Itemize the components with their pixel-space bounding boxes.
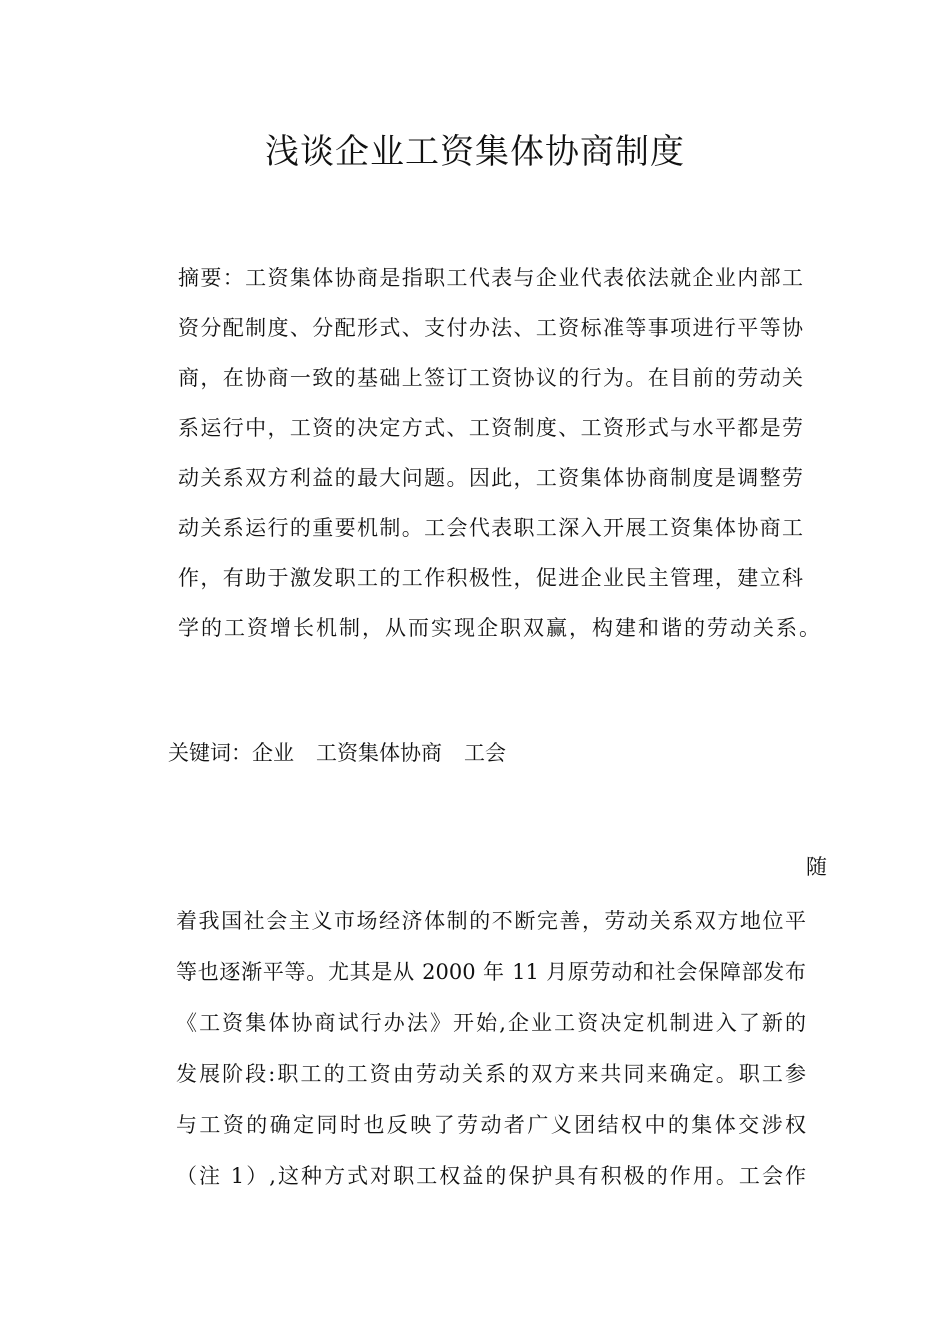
keyword: 工会	[464, 741, 506, 765]
keyword: 工资集体协商	[316, 741, 442, 765]
abstract-line: 学的工资增长机制，从而实现企职双赢，构建和谐的劳动关系。	[178, 616, 822, 640]
body-line: 等也逐渐平等。尤其是从 2000 年 11 月原劳动和社会保障部发布	[176, 960, 806, 984]
keywords-line	[168, 735, 506, 771]
abstract-line: 系运行中，工资的决定方式、工资制度、工资形式与水平都是劳	[178, 416, 803, 440]
abstract	[178, 253, 822, 653]
abstract-line: 摘要：工资集体协商是指职工代表与企业代表依法就企业内部工	[178, 266, 803, 290]
body-line: 与工资的确定同时也反映了劳动者广义团结权中的集体交涉权	[176, 1113, 806, 1137]
abstract-line: 作，有助于激发职工的工作积极性，促进企业民主管理，建立科	[178, 566, 803, 590]
abstract-line: 动关系双方利益的最大问题。因此，工资集体协商制度是调整劳	[178, 466, 803, 490]
body-lead-char: 随	[806, 855, 827, 879]
body-paragraph	[176, 896, 806, 1202]
document-title: 浅谈企业工资集体协商制度	[265, 132, 685, 172]
body-line: （注 1）,这种方式对职工权益的保护具有积极的作用。工会作	[176, 1164, 806, 1188]
abstract-line: 资分配制度、分配形式、支付办法、工资标准等事项进行平等协	[178, 316, 803, 340]
abstract-line: 商，在协商一致的基础上签订工资协议的行为。在目前的劳动关	[178, 366, 803, 390]
body-line: 发展阶段:职工的工资由劳动关系的双方来共同来确定。职工参	[176, 1062, 806, 1086]
body-line: 着我国社会主义市场经济体制的不断完善，劳动关系双方地位平	[176, 909, 806, 933]
body-line: 《工资集体协商试行办法》开始,企业工资决定机制进入了新的	[176, 1011, 806, 1035]
abstract-line: 动关系运行的重要机制。工会代表职工深入开展工资集体协商工	[178, 516, 803, 540]
keyword: 企业	[252, 741, 294, 765]
keywords-label: 关键词：	[168, 741, 252, 765]
